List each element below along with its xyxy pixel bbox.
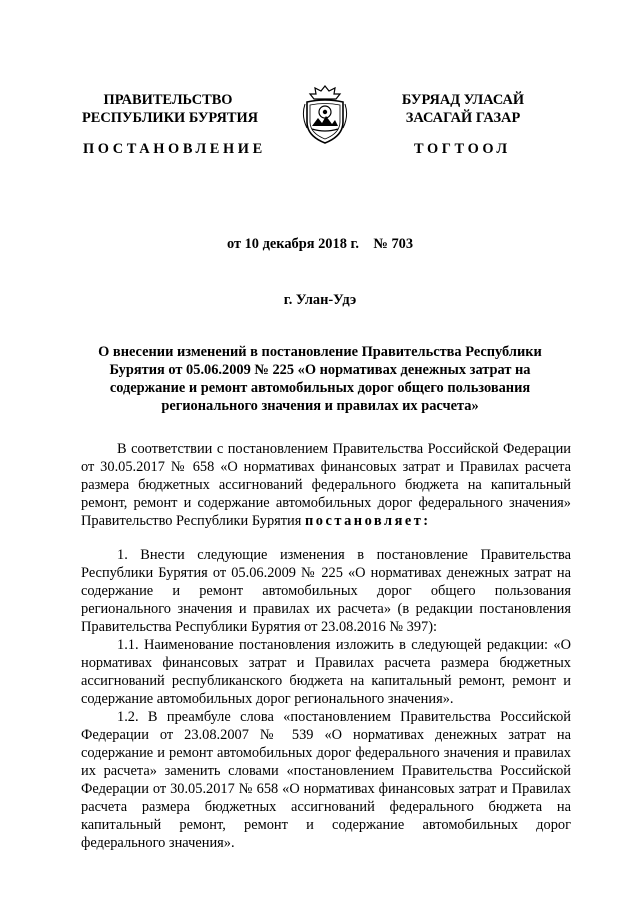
right-org-header bbox=[388, 91, 538, 127]
right-org-line1: БУРЯАД УЛАСАЙ bbox=[401, 92, 525, 108]
paragraph-item-1: 1. Внести следующие изменения в постановление Правительства Республики Бурятия от 05.06.2009 № 225 «О нормативах денежных затрат на содержание и ремонт автомобильных дорог общего пользования регионального значения и правилах их расчета» (в редакции постановления Правительства Республики Бурятия от 23.08.2016 № 397): bbox=[81, 547, 571, 635]
doctype-right: ТОГТООЛ bbox=[414, 141, 511, 157]
right-org-line2: ЗАСАГАЙ ГАЗАР bbox=[405, 110, 521, 126]
document-body bbox=[81, 440, 571, 852]
preamble-text: В соответствии с постановлением Правительства Российской Федерации от 30.05.2017 № 658 «О нормативах финансовых затрат и Правилах расчета размера бюджетных ассигнований федерального бюджета на капитальный ремонт, ремонт и содержание автомобильных дорог федерального значения» Правительство Республики Бурятия bbox=[81, 441, 571, 529]
city-line: г. Улан-Удэ bbox=[283, 292, 357, 308]
coat-of-arms-icon bbox=[299, 82, 351, 146]
paragraph-preamble bbox=[81, 440, 571, 530]
date-number-line bbox=[0, 236, 640, 253]
left-org-header bbox=[82, 91, 259, 127]
paragraph-item-1-2: 1.2. В преамбуле слова «постановлением Правительства Российской Федерации от 23.08.2007 № 539 «О нормативах денежных затрат на содержание и ремонт автомобильных дорог федерального значения и правилах их расчета» заменить словами «постановлением Правительства Российской Федерации от 30.05.2017 № 658 «О нормативах финансовых затрат и Правилах расчета размера бюджетных ассигнований федерального бюджета на капитальный ремонт, ремонт и содержание автомобильных дорог федерального значения». bbox=[81, 709, 571, 851]
doctype-left: ПОСТАНОВЛЕНИЕ bbox=[83, 141, 266, 157]
date-number-text: от 10 декабря 2018 г. № 703 bbox=[226, 236, 414, 252]
left-org-line1: ПРАВИТЕЛЬСТВО bbox=[103, 92, 233, 108]
paragraph-item-1-1: 1.1. Наименование постановления изложить в следующей редакции: «О нормативах финансовых затрат и Правилах расчета размера бюджетных ассигнований республиканского бюджета на капитальный ремонт, ремонт и содержание автомобильных дорог регионального значения». bbox=[81, 637, 571, 707]
document-subject: О внесении изменений в постановление Правительства Республики Бурятия от 05.06.2009 № 225 «О нормативах денежных затрат на содержание и ремонт автомобильных дорог общего пользования регионального значения и правилах их расчета» bbox=[98, 344, 542, 414]
preamble-emphasis: постановляет: bbox=[304, 513, 431, 529]
left-org-line2: РЕСПУБЛИКИ БУРЯТИЯ bbox=[82, 110, 259, 126]
